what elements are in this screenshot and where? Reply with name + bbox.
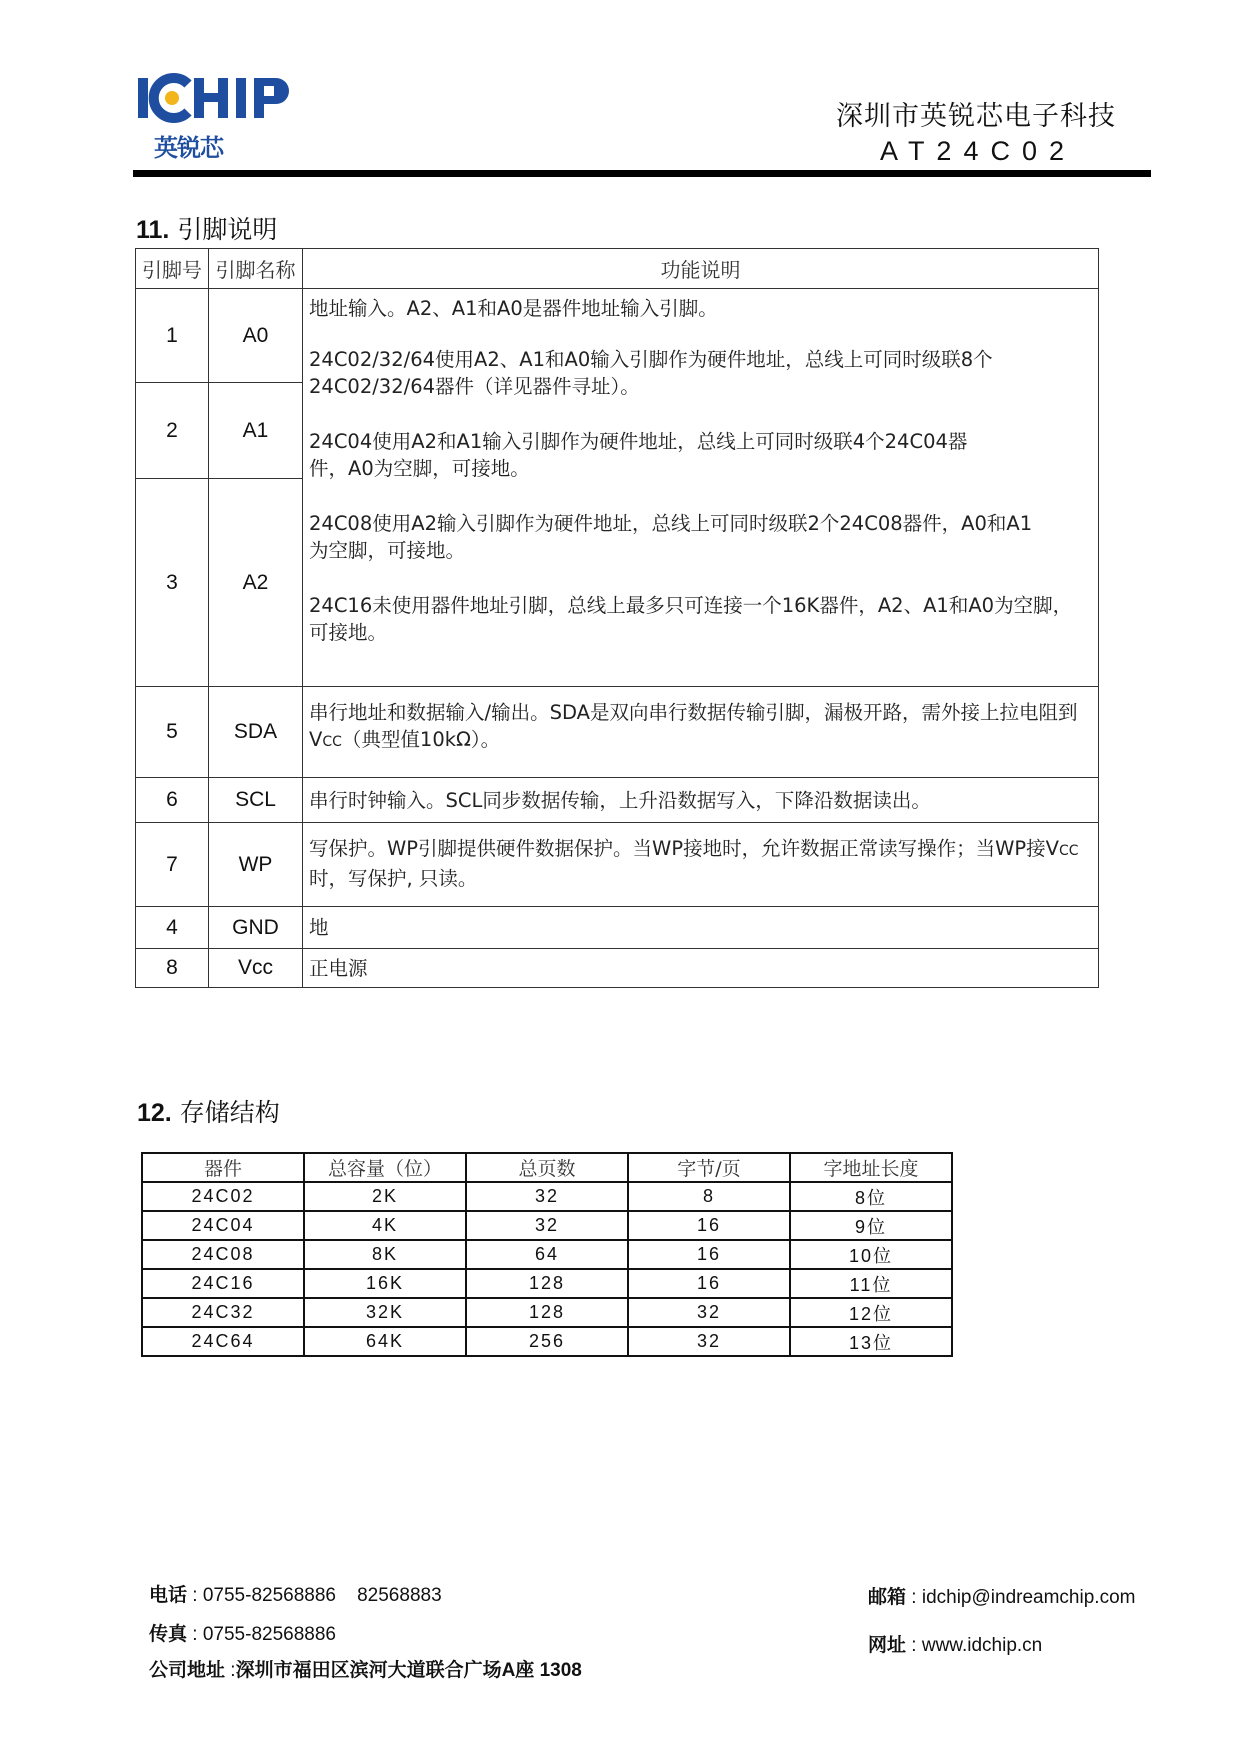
pin-number: 5 [136, 687, 209, 778]
table-cell: 32K [304, 1298, 466, 1327]
col-header: 字节/页 [628, 1153, 790, 1182]
table-row [136, 907, 1099, 949]
table-cell: 4K [304, 1211, 466, 1240]
pin-number: 3 [136, 479, 209, 687]
desc-text: （典型值10kΩ）。 [341, 728, 501, 751]
desc-subscript: CC [1058, 843, 1079, 859]
col-header: 引脚号 [136, 249, 209, 289]
desc-paragraph: 24C08使用A2输入引脚作为硬件地址，总线上可同时级联2个24C08器件，A0和A1为空脚，可接地。 [309, 512, 1033, 562]
footer-address: 公司地址 :深圳市福田区滨河大道联合广场A座 1308 [149, 1660, 582, 1681]
pin-name: Vcc [209, 949, 303, 988]
col-header: 总容量（位） [304, 1153, 466, 1182]
pin-name: SCL [209, 778, 303, 823]
pin-description [303, 823, 1099, 907]
pin-number: 6 [136, 778, 209, 823]
table-cell: 24C32 [142, 1298, 304, 1327]
table-row [142, 1211, 952, 1240]
col-header: 器件 [142, 1153, 304, 1182]
pin-description: 串行时钟输入。SCL同步数据传输，上升沿数据写入，下降沿数据读出。 [303, 778, 1099, 823]
fax-value: 0755-82568886 [202, 1624, 336, 1645]
fax-label: 传真 [149, 1624, 188, 1645]
col-header: 功能说明 [303, 249, 1099, 289]
table-cell: 24C64 [142, 1327, 304, 1356]
pin-description: 地 [303, 907, 1099, 949]
table-cell: 16 [628, 1211, 790, 1240]
table-cell: 10位 [790, 1240, 952, 1269]
email-label: 邮箱 [868, 1587, 907, 1608]
address-label: 公司地址 [149, 1660, 226, 1681]
footer-website: 网址 : www.idchip.cn [868, 1635, 1043, 1656]
desc-paragraph: 24C04使用A2和A1输入引脚作为硬件地址，总线上可同时级联4个24C04器件，A0为空脚，可接地。 [309, 430, 968, 480]
company-logo [136, 72, 306, 162]
table-cell: 128 [466, 1269, 628, 1298]
phone-label: 电话 [149, 1585, 188, 1606]
website-label: 网址 [868, 1635, 907, 1656]
section-title-text: 存储结构 [179, 1098, 280, 1127]
table-cell: 128 [466, 1298, 628, 1327]
col-header: 总页数 [466, 1153, 628, 1182]
table-cell: 8 [628, 1182, 790, 1211]
email-link[interactable]: idchip@indreamchip.com [921, 1587, 1136, 1608]
logo-chinese-name: 英锐芯 [154, 134, 223, 162]
website-link[interactable]: www.idchip.cn [921, 1635, 1043, 1656]
section-number: 12. [137, 1099, 172, 1127]
table-cell: 24C02 [142, 1182, 304, 1211]
table-cell: 13位 [790, 1327, 952, 1356]
pin-number: 7 [136, 823, 209, 907]
table-row [142, 1182, 952, 1211]
table-row [142, 1327, 952, 1356]
section-number: 11. [136, 216, 170, 244]
desc-subscript: CC [322, 734, 342, 750]
table-row [136, 289, 1099, 383]
col-header: 字地址长度 [790, 1153, 952, 1182]
table-cell: 32 [466, 1182, 628, 1211]
table-cell: 8K [304, 1240, 466, 1269]
table-cell: 32 [628, 1327, 790, 1356]
table-row [136, 949, 1099, 988]
table-row [142, 1298, 952, 1327]
desc-text: 串行地址和数据输入/输出。SDA是双向串行数据传输引脚，漏极开路，需外接上拉电阻到V [309, 701, 1078, 751]
section-title-text: 引脚说明 [177, 215, 278, 244]
table-cell: 64K [304, 1327, 466, 1356]
pin-name: A1 [209, 383, 303, 479]
footer-phone: 电话 : 0755-82568886 82568883 [149, 1585, 442, 1606]
table-cell: 9位 [790, 1211, 952, 1240]
memory-structure-table [141, 1152, 953, 1357]
model-number: AT24C02 [879, 136, 1076, 166]
pin-description: 正电源 [303, 949, 1099, 988]
table-cell: 12位 [790, 1298, 952, 1327]
table-row [142, 1240, 952, 1269]
address-value: 深圳市福田区滨河大道联合广场A座 1308 [235, 1660, 582, 1681]
desc-paragraph: 24C16未使用器件地址引脚，总线上最多只可连接一个16K器件，A2、A1和A0为空脚，可接地。 [309, 594, 1073, 644]
pin-number: 1 [136, 289, 209, 383]
desc-paragraph: 地址输入。A2、A1和A0是器件地址输入引脚。 [309, 297, 718, 320]
pin-name: WP [209, 823, 303, 907]
table-cell: 8位 [790, 1182, 952, 1211]
pin-number: 4 [136, 907, 209, 949]
footer-email: 邮箱 : idchip@indreamchip.com [868, 1587, 1136, 1608]
table-header-row [136, 249, 1099, 289]
table-cell: 2K [304, 1182, 466, 1211]
table-cell: 64 [466, 1240, 628, 1269]
table-cell: 24C16 [142, 1269, 304, 1298]
pin-description-table [135, 248, 1099, 988]
table-row [136, 778, 1099, 823]
desc-text: 时，写保护, 只读。 [309, 867, 478, 890]
header-divider [133, 170, 1151, 177]
table-cell: 11位 [790, 1269, 952, 1298]
table-cell: 16K [304, 1269, 466, 1298]
phone-value: 0755-82568886 82568883 [202, 1585, 442, 1606]
pin-name: GND [209, 907, 303, 949]
pin-number: 8 [136, 949, 209, 988]
table-cell: 32 [628, 1298, 790, 1327]
address-pins-description [303, 289, 1099, 687]
table-cell: 256 [466, 1327, 628, 1356]
pin-number: 2 [136, 383, 209, 479]
table-header-row [142, 1153, 952, 1182]
pin-name: A0 [209, 289, 303, 383]
footer-fax: 传真 : 0755-82568886 [149, 1624, 336, 1645]
table-row [136, 687, 1099, 778]
company-name: 深圳市英锐芯电子科技 [836, 101, 1116, 132]
table-cell: 24C08 [142, 1240, 304, 1269]
table-cell: 16 [628, 1269, 790, 1298]
table-row [136, 823, 1099, 907]
pin-name: SDA [209, 687, 303, 778]
pin-description [303, 687, 1099, 778]
desc-paragraph: 24C02/32/64使用A2、A1和A0输入引脚作为硬件地址，总线上可同时级联8个24C02/32/64器件（详见器件寻址）。 [309, 348, 993, 398]
table-cell: 16 [628, 1240, 790, 1269]
desc-text: 写保护。WP引脚提供硬件数据保护。当WP接地时，允许数据正常读写操作；当WP接V [309, 837, 1059, 860]
pin-name: A2 [209, 479, 303, 687]
table-cell: 32 [466, 1211, 628, 1240]
section-12-title [137, 1093, 280, 1129]
col-header: 引脚名称 [209, 249, 303, 289]
table-row [142, 1269, 952, 1298]
section-11-title [136, 210, 277, 246]
table-cell: 24C04 [142, 1211, 304, 1240]
